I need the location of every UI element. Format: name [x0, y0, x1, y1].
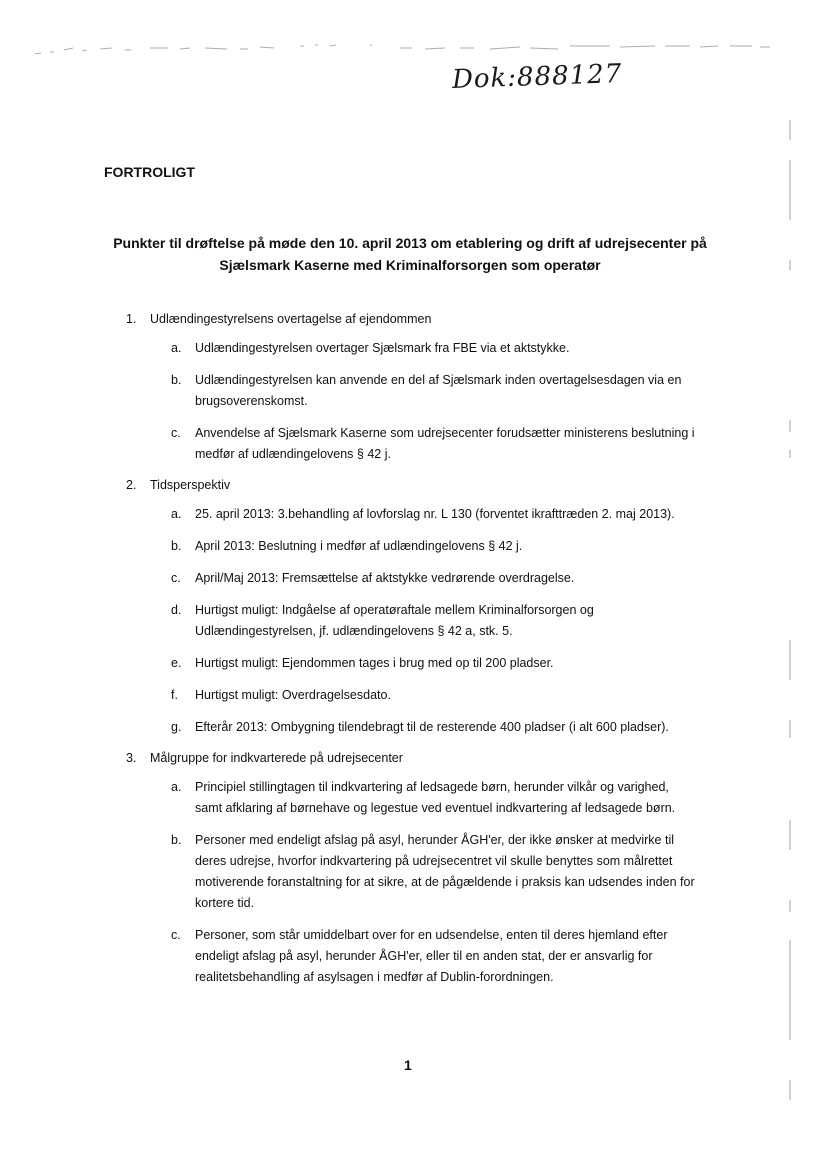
section-number: 3. [126, 751, 137, 765]
item-letter: a. [171, 341, 182, 355]
item-text: Personer, som står umiddelbart over for en udsendelse, enten til deres hjemland efter endeligt afslag på asyl, herunder ÅGH'er, eller til en anden stat, der er ansvarlig for realitetsbehandling af asylsagen i medfør af Dublin-forordningen. [195, 928, 668, 984]
item-text: Principiel stillingtagen til indkvartering af ledsagede børn, herunder vilkår og varighed, samt afklaring af børnehave og legestue ved eventuel indkvartering af ledsagede børn. [195, 780, 676, 815]
item-letter: a. [171, 780, 182, 794]
section-items [171, 777, 726, 988]
item-text: Udlændingestyrelsen overtager Sjælsmark fra FBE via et aktstykke. [195, 341, 570, 355]
section-number: 2. [126, 478, 137, 492]
title-line-2: Sjælsmark Kaserne med Kriminalforsorgen som operatør [219, 257, 601, 273]
section-heading [126, 749, 726, 767]
section-heading [126, 310, 726, 328]
item-text: Efterår 2013: Ombygning tilendebragt til de resterende 400 pladser (i alt 600 pladser). [195, 720, 669, 734]
page-number: 1 [404, 1057, 412, 1073]
item-letter: c. [171, 571, 181, 585]
item-letter: f. [171, 688, 178, 702]
section-items [171, 504, 726, 738]
section-items [171, 338, 726, 465]
item-letter: b. [171, 833, 182, 847]
list-item [171, 717, 726, 738]
agenda-list [126, 310, 726, 999]
document-title [110, 232, 710, 276]
list-item [171, 600, 726, 642]
section-3 [126, 749, 726, 988]
list-item [171, 653, 726, 674]
section-title: Udlændingestyrelsens overtagelse af ejendommen [150, 312, 432, 326]
item-letter: b. [171, 373, 182, 387]
item-letter: b. [171, 539, 182, 553]
item-letter: c. [171, 426, 181, 440]
list-item [171, 685, 726, 706]
item-text: Hurtigst muligt: Overdragelsesdato. [195, 688, 391, 702]
item-text: April 2013: Beslutning i medfør af udlændingelovens § 42 j. [195, 539, 523, 553]
list-item [171, 536, 726, 557]
list-item [171, 338, 726, 359]
section-title: Tidsperspektiv [150, 478, 231, 492]
section-title: Målgruppe for indkvarterede på udrejsecenter [150, 751, 403, 765]
item-letter: a. [171, 507, 182, 521]
scan-edge-right [789, 120, 791, 1120]
item-text: April/Maj 2013: Fremsættelse af aktstykke vedrørende overdragelse. [195, 571, 575, 585]
item-text: Udlændingestyrelsen kan anvende en del af Sjælsmark inden overtagelsesdagen via en brugsoverenskomst. [195, 373, 682, 408]
title-line-1: Punkter til drøftelse på møde den 10. april 2013 om etablering og drift af udrejsecenter på [113, 235, 707, 251]
section-1 [126, 310, 726, 465]
list-item [171, 423, 726, 465]
document-stamp: Dok:888127 [451, 59, 623, 95]
item-letter: e. [171, 656, 182, 670]
list-item [171, 370, 726, 412]
scan-noise-top [30, 40, 790, 60]
list-item [171, 568, 726, 589]
item-letter: d. [171, 603, 182, 617]
item-letter: g. [171, 720, 182, 734]
item-text: 25. april 2013: 3.behandling af lovforslag nr. L 130 (forventet ikrafttræden 2. maj 2013). [195, 507, 675, 521]
item-text: Hurtigst muligt: Ejendommen tages i brug med op til 200 pladser. [195, 656, 554, 670]
list-item [171, 925, 726, 988]
item-text: Hurtigst muligt: Indgåelse af operatøraftale mellem Kriminalforsorgen og Udlændingestyrelsen, jf. udlændingelovens § 42 a, stk. 5. [195, 603, 594, 638]
item-text: Personer med endeligt afslag på asyl, herunder ÅGH'er, der ikke ønsker at medvirke til deres udrejse, hvorfor indkvartering på udrejsecentret vil skulle benyttes som målrettet motiverende foranstaltning for at sikre, at de pågældende i praksis kan udsendes inden for kortere tid. [195, 833, 695, 910]
classification-label: FORTROLIGT [104, 164, 195, 180]
section-number: 1. [126, 312, 137, 326]
item-letter: c. [171, 928, 181, 942]
section-heading [126, 476, 726, 494]
list-item [171, 504, 726, 525]
item-text: Anvendelse af Sjælsmark Kaserne som udrejsecenter forudsætter ministerens beslutning i medfør af udlændingelovens § 42 j. [195, 426, 695, 461]
list-item [171, 777, 726, 819]
section-2 [126, 476, 726, 738]
list-item [171, 830, 726, 914]
